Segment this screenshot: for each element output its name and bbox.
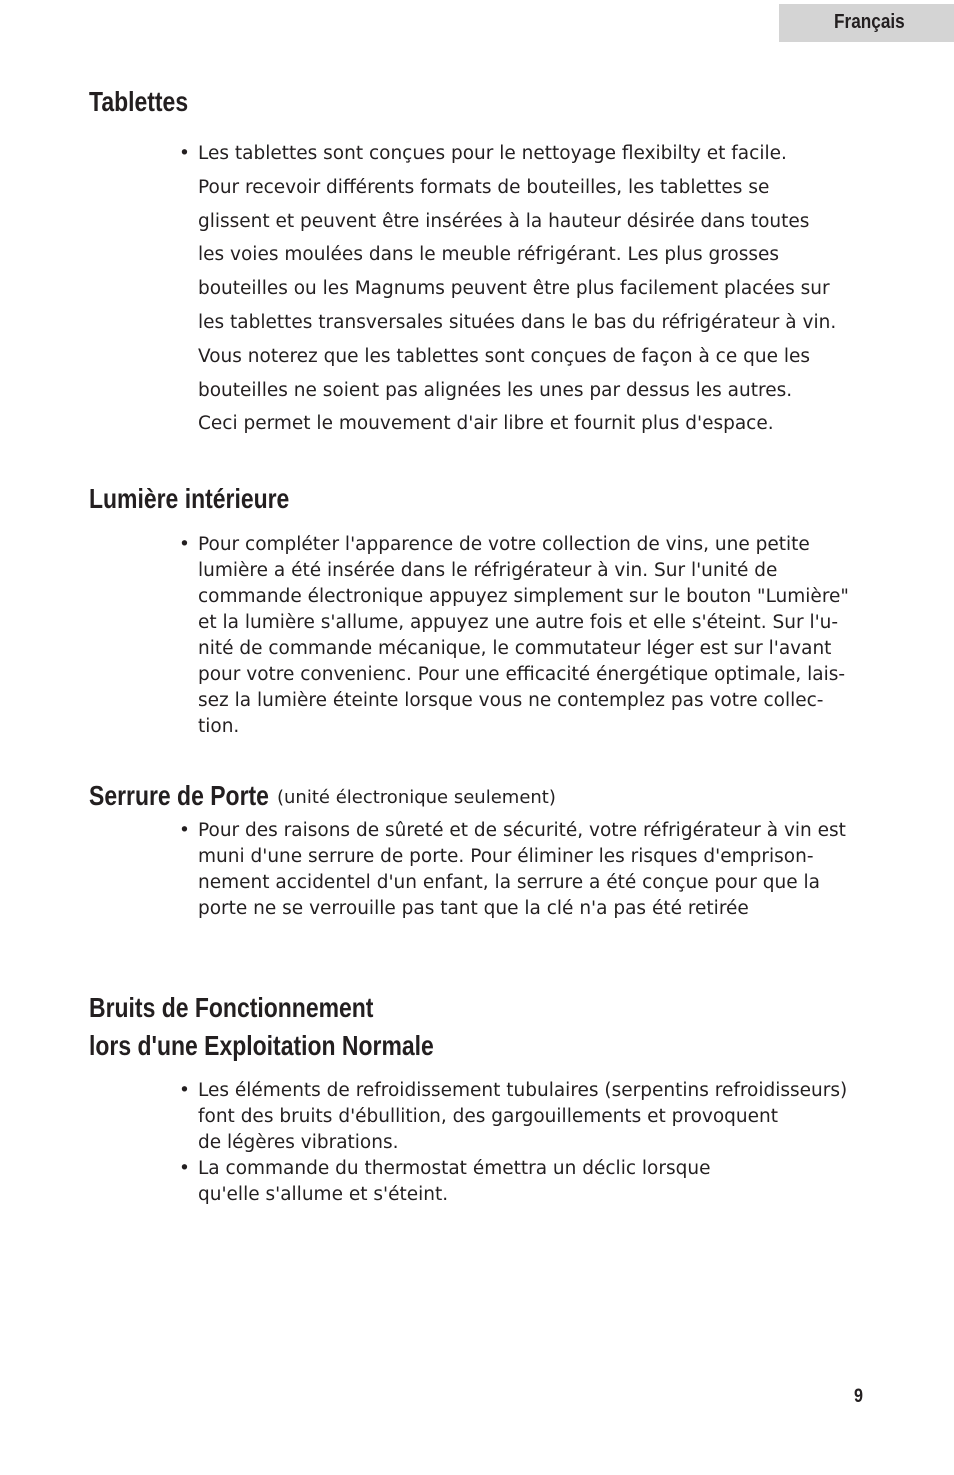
bullet-icon: • xyxy=(179,820,190,841)
bullet-icon: • xyxy=(179,1080,190,1101)
text-line: de légères vibrations. xyxy=(198,1132,399,1153)
list-item xyxy=(179,818,869,922)
language-tab xyxy=(779,4,954,42)
text-line: Pour compléter l'apparence de votre collection de vins, une petite xyxy=(198,534,810,555)
section-title-bruits-line2-text: lors d'une Exploitation Normale xyxy=(89,1030,434,1061)
section-title-serrure-text: Serrure de Porte xyxy=(89,780,269,811)
text-line: Pour des raisons de sûreté et de sécurité, votre réfrigérateur à vin est xyxy=(198,820,846,841)
text-line: Les tablettes sont conçues pour le nettoyage flexibilty et facile. xyxy=(198,143,787,164)
serrure-list xyxy=(179,818,869,922)
text-line: Les éléments de refroidissement tubulaires (serpentins refroidisseurs) xyxy=(198,1080,848,1101)
page-number: 9 xyxy=(854,1386,863,1407)
text-line: sez la lumière éteinte lorsque vous ne contemplez pas votre collec- xyxy=(198,690,824,711)
bullet-icon: • xyxy=(179,1158,190,1179)
list-item xyxy=(179,1156,869,1208)
text-line: pour votre convenienc. Pour une efficacité énergétique optimale, lais- xyxy=(198,664,846,685)
text-line: Ceci permet le mouvement d'air libre et fournit plus d'espace. xyxy=(198,413,774,435)
section-title-tablettes-text: Tablettes xyxy=(89,86,189,117)
text-line: lumière a été insérée dans le réfrigérateur à vin. Sur l'unité de xyxy=(198,560,778,581)
section-title-bruits-line1 xyxy=(89,989,436,1027)
text-line: bouteilles ne soient pas alignées les unes par dessus les autres. xyxy=(198,379,793,401)
bullet-icon: • xyxy=(179,534,190,555)
text-line: les voies moulées dans le meuble réfrigérant. Les plus grosses xyxy=(198,244,780,266)
section-title-lumiere xyxy=(89,480,333,518)
text-line: Pour recevoir différents formats de bouteilles, les tablettes se xyxy=(198,176,770,198)
section-title-tablettes xyxy=(89,83,210,121)
text-line: muni d'une serrure de porte. Pour éliminer les risques d'emprison- xyxy=(198,846,814,867)
text-line: tion. xyxy=(198,716,240,737)
lumiere-list xyxy=(179,532,869,740)
text-line: qu'elle s'allume et s'éteint. xyxy=(198,1184,449,1205)
bruits-list xyxy=(179,1078,869,1208)
text-line: les tablettes transversales situées dans le bas du réfrigérateur à vin. xyxy=(198,311,837,333)
section-title-bruits-line2 xyxy=(89,1027,510,1065)
text-line: nement accidentel d'un enfant, la serrure a été conçue pour que la xyxy=(198,872,820,893)
section-subtitle-serrure: (unité électronique seulement) xyxy=(277,787,556,808)
text-line: Vous noterez que les tablettes sont conçues de façon à ce que les xyxy=(198,345,810,367)
language-tab-label: Français xyxy=(834,11,905,33)
section-title-bruits-line1-text: Bruits de Fonctionnement xyxy=(89,992,374,1023)
list-item xyxy=(179,532,869,740)
section-title-serrure xyxy=(89,777,556,815)
list-item xyxy=(179,137,869,441)
section-title-lumiere-text: Lumière intérieure xyxy=(89,483,290,514)
bullet-icon: • xyxy=(179,143,190,164)
list-item xyxy=(179,1078,869,1156)
text-line: bouteilles ou les Magnums peuvent être plus facilement placées sur xyxy=(198,278,830,300)
text-line: nité de commande mécanique, le commutateur léger est sur l'avant xyxy=(198,638,832,659)
tablettes-list xyxy=(179,137,869,441)
text-line: commande électronique appuyez simplement sur le bouton "Lumière" xyxy=(198,586,849,607)
text-line: La commande du thermostat émettra un déclic lorsque xyxy=(198,1158,711,1179)
text-line: glissent et peuvent être insérées à la hauteur désirée dans toutes xyxy=(198,210,810,232)
text-line: font des bruits d'ébullition, des gargouillements et provoquent xyxy=(198,1106,778,1127)
text-line: porte ne se verrouille pas tant que la clé n'a pas été retirée xyxy=(198,898,749,919)
text-line: et la lumière s'allume, appuyez une autre fois et elle s'éteint. Sur l'u- xyxy=(198,612,839,633)
